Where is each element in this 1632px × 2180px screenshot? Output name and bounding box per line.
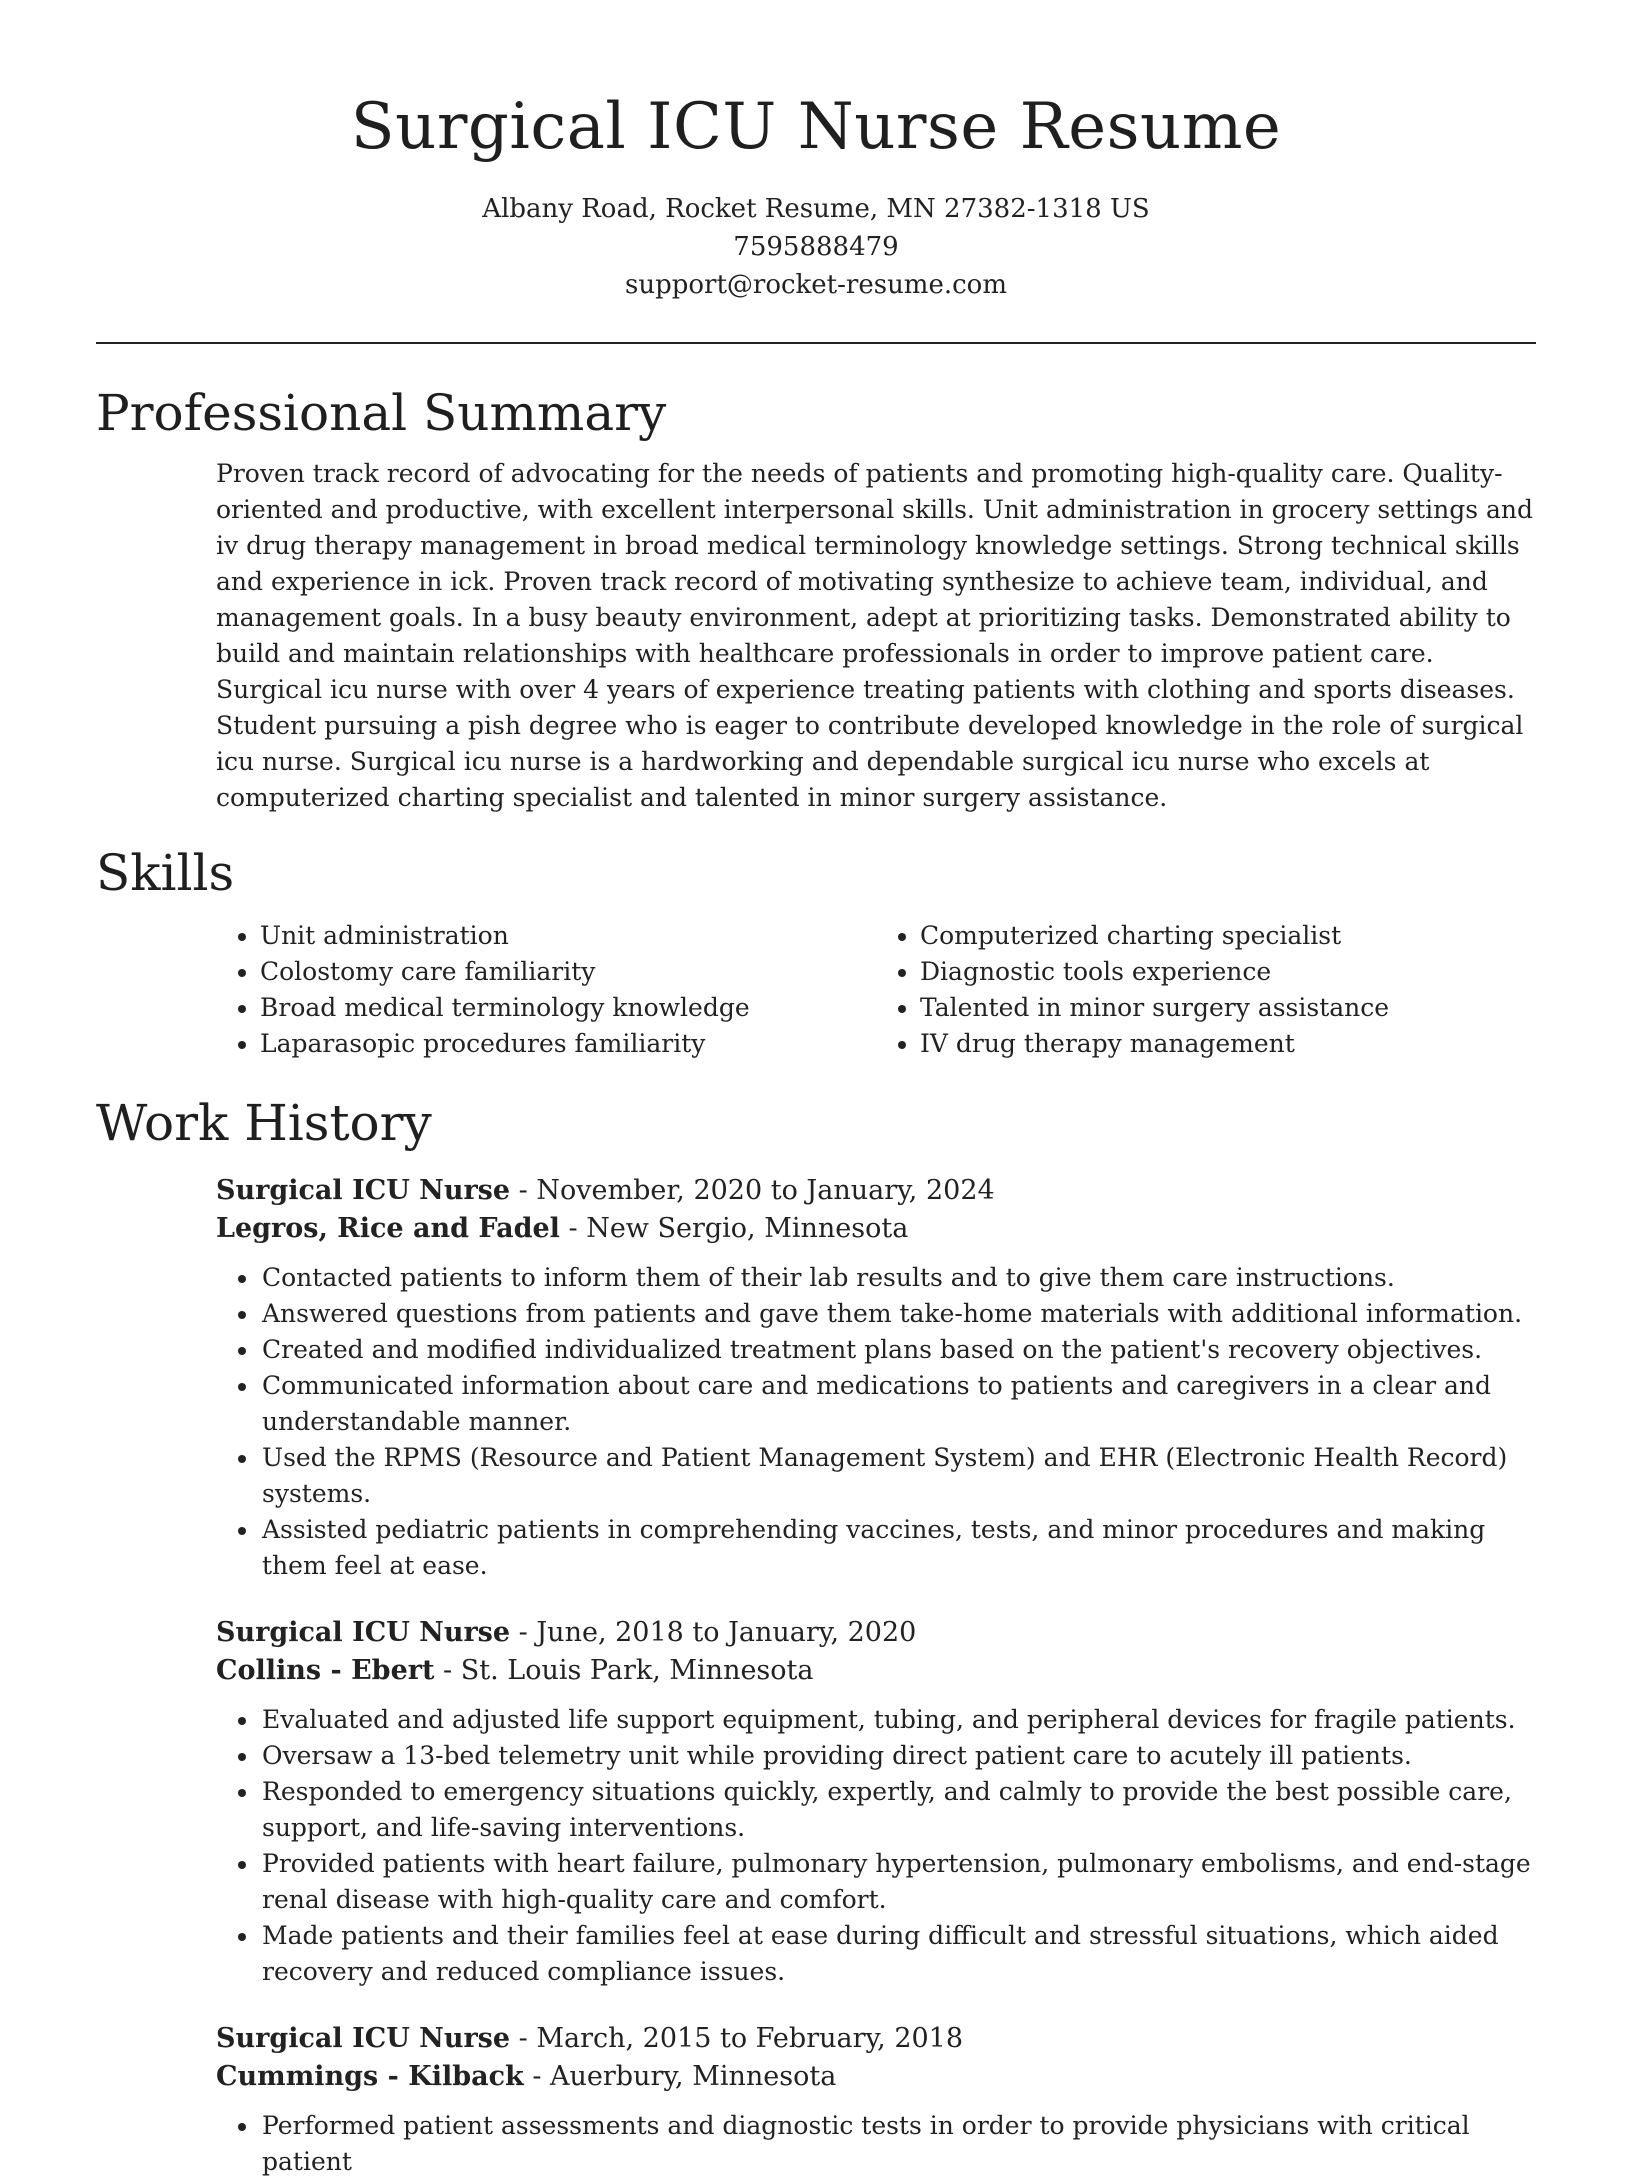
header-divider: [96, 342, 1536, 344]
job-bullet: • Evaluated and adjusted life support equipment, tubing, and peripheral devices for fragile patients.: [260, 1702, 1536, 1738]
job-bullet: • Made patients and their families feel at ease during difficult and stressful situations, which aided recovery and reduced compliance issues.: [260, 1918, 1536, 1990]
skill-item: • Colostomy care familiarity: [260, 954, 876, 990]
job-bullet: • Provided patients with heart failure, pulmonary hypertension, pulmonary embolisms, and end-stage renal disease with high-quality care and comfort.: [260, 1846, 1536, 1918]
job-company: Legros, Rice and Fadel: [216, 1213, 560, 1244]
skill-item: • Unit administration: [260, 918, 876, 954]
job-bullet: • Contacted patients to inform them of their lab results and to give them care instructions.: [260, 1260, 1536, 1296]
job-entry: [216, 2020, 1536, 2180]
job-entry: [216, 1172, 1536, 1584]
job-title: Surgical ICU Nurse: [216, 2023, 511, 2054]
professional-summary-heading: Professional Summary: [96, 384, 667, 442]
job-bullets: [216, 1702, 1536, 1990]
professional-summary-section: [96, 378, 1536, 816]
skill-item: • Computerized charting specialist: [920, 918, 1536, 954]
job-bullet: • Used the RPMS (Resource and Patient Management System) and EHR (Electronic Health Record) systems.: [260, 1440, 1536, 1512]
job-bullet: • Assisted pediatric patients in comprehending vaccines, tests, and minor procedures and making them feel at ease.: [260, 1512, 1536, 1584]
job-bullet: • Communicated information about care and medications to patients and caregivers in a clear and understandable manner.: [260, 1368, 1536, 1440]
job-bullet: • Answered questions from patients and gave them take-home materials with additional information.: [260, 1296, 1536, 1332]
job-company-line: Cummings - Kilback - Auerbury, Minnesota: [216, 2061, 837, 2092]
job-bullet: • Responded to emergency situations quickly, expertly, and calmly to provide the best possible care, support, and life-saving interventions.: [260, 1774, 1536, 1846]
skills-column-right: [876, 918, 1536, 1062]
job-location: New Sergio, Minnesota: [586, 1213, 909, 1244]
job-title: Surgical ICU Nurse: [216, 1175, 511, 1206]
skill-item: • Broad medical terminology knowledge: [260, 990, 876, 1026]
job-title-line: Surgical ICU Nurse - June, 2018 to January, 2020: [216, 1617, 917, 1648]
job-dates: November, 2020 to January, 2024: [536, 1175, 995, 1206]
skills-section: [96, 838, 1536, 1062]
job-company-line: Collins - Ebert - St. Louis Park, Minnesota: [216, 1655, 814, 1686]
job-dates: March, 2015 to February, 2018: [536, 2023, 964, 2054]
job-location: Auerbury, Minnesota: [550, 2061, 837, 2092]
job-title: Surgical ICU Nurse: [216, 1617, 511, 1648]
job-bullet: • Performed patient assessments and diagnostic tests in order to provide physicians with critical patient: [260, 2108, 1536, 2180]
contact-email: support@rocket-resume.com: [624, 270, 1007, 300]
skill-item: • IV drug therapy management: [920, 1026, 1536, 1062]
skill-item: • Laparasopic procedures familiarity: [260, 1026, 876, 1062]
resume-title: Surgical ICU Nurse Resume: [350, 90, 1282, 164]
skill-item: • Diagnostic tools experience: [920, 954, 1536, 990]
work-history-heading: Work History: [96, 1094, 432, 1152]
job-entry: [216, 1614, 1536, 1990]
job-company-line: Legros, Rice and Fadel - New Sergio, Minnesota: [216, 1213, 909, 1244]
contact-address: Albany Road, Rocket Resume, MN 27382-1318 US: [482, 194, 1150, 224]
skills-column-left: [216, 918, 876, 1062]
job-bullets: [216, 2108, 1536, 2180]
resume-header: [96, 0, 1536, 304]
job-bullets: [216, 1260, 1536, 1584]
contact-phone: 7595888479: [733, 232, 899, 262]
skill-item: • Talented in minor surgery assistance: [920, 990, 1536, 1026]
skills-grid: [216, 918, 1536, 1062]
work-history-section: [96, 1088, 1536, 2180]
skills-heading: Skills: [96, 844, 235, 902]
job-company: Collins - Ebert: [216, 1655, 435, 1686]
job-title-line: Surgical ICU Nurse - November, 2020 to January, 2024: [216, 1175, 995, 1206]
job-location: St. Louis Park, Minnesota: [460, 1655, 814, 1686]
job-bullet: • Created and modified individualized treatment plans based on the patient's recovery objectives.: [260, 1332, 1536, 1368]
professional-summary-text: Proven track record of advocating for the needs of patients and promoting high-quality care. Quality-oriented and productive, with excellent interpersonal skills. Unit administration in grocery settings and iv drug therapy management in broad medical terminology knowledge settings. Strong technical skills and experience in ick. Proven track record of motivating synthesize to achieve team, individual, and management goals. In a busy beauty environment, adept at prioritizing tasks. Demonstrated ability to build and maintain relationships with healthcare professionals in order to improve patient care. Surgical icu nurse with over 4 years of experience treating patients with clothing and sports diseases. Student pursuing a pish degree who is eager to contribute developed knowledge in the role of surgical icu nurse. Surgical icu nurse is a hardworking and dependable surgical icu nurse who excels at computerized charting specialist and talented in minor surgery assistance.: [216, 459, 1534, 812]
job-bullet: • Oversaw a 13-bed telemetry unit while providing direct patient care to acutely ill patients.: [260, 1738, 1536, 1774]
job-dates: June, 2018 to January, 2020: [536, 1617, 917, 1648]
job-title-line: Surgical ICU Nurse - March, 2015 to February, 2018: [216, 2023, 964, 2054]
job-company: Cummings - Kilback: [216, 2061, 524, 2092]
